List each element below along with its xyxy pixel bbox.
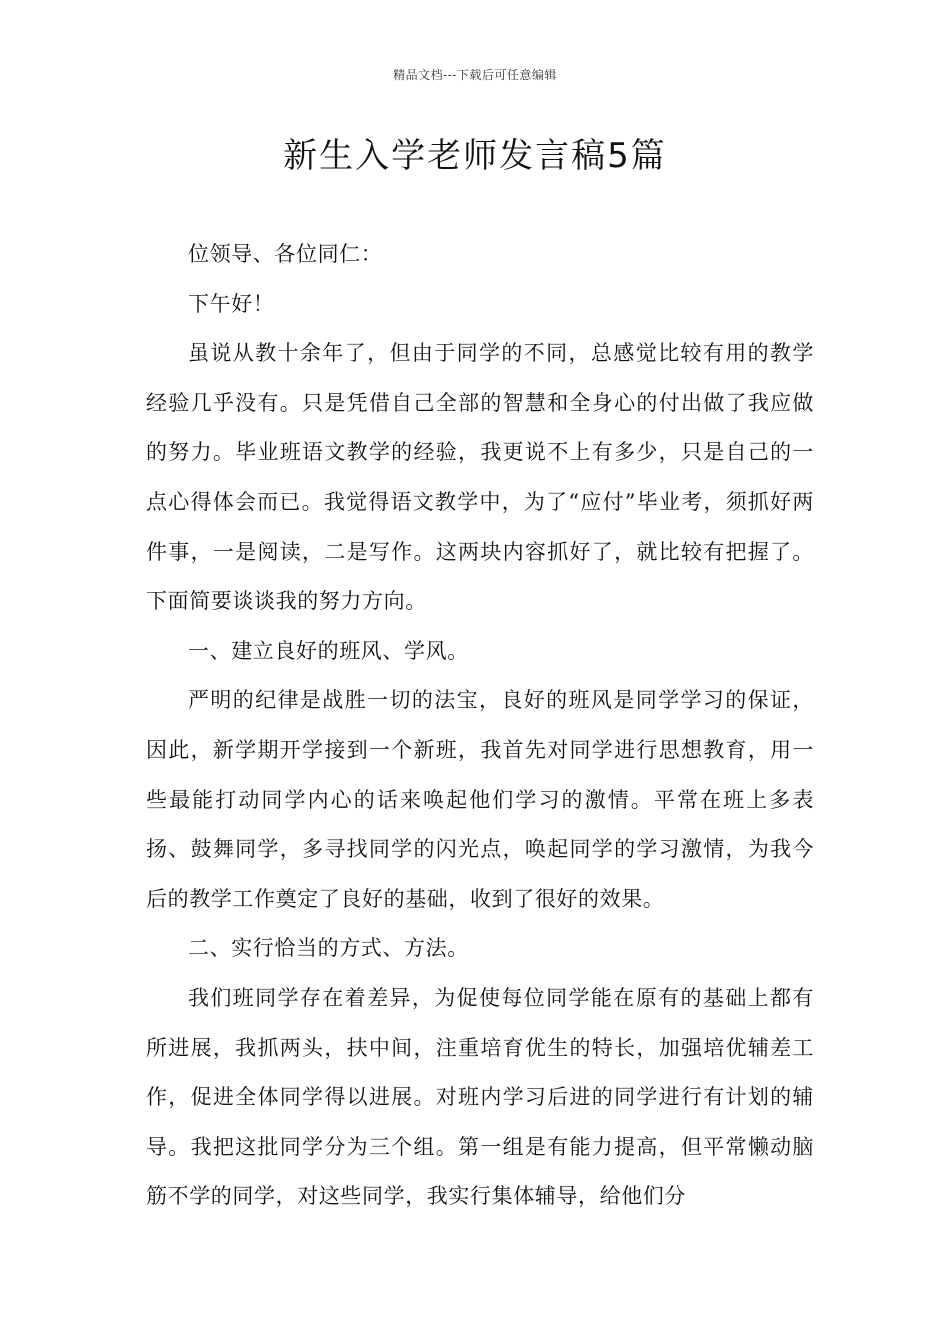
salutation: 位领导、各位同仁：: [188, 242, 383, 266]
paragraph-section-1: 严明的纪律是战胜一切的法宝，良好的班风是同学学习的保证，因此，新学期开学接到一个新班，我首先对同学进行思想教育，用一些最能打动同学内心的话来唤起他们学习的激情。平常在班上多表扬、鼓舞同学，多寻找同学的闪光点，唤起同学的学习激情，为我今后的教学工作奠定了良好的基础，收到了很好的效果。: [146, 688, 814, 911]
greeting: 下午好！: [188, 291, 275, 316]
document-title: 新生入学老师发言稿5篇: [283, 136, 667, 176]
document-body: [146, 230, 814, 1222]
section-heading-2: 二、实行恰当的方式、方法。: [188, 936, 469, 961]
section-heading-1: 一、建立良好的班风、学风。: [188, 638, 469, 663]
paragraph-section-2: 我们班同学存在着差异，为促使每位同学能在原有的基础上都有所进展，我抓两头，扶中间，注重培育优生的特长，加强培优辅差工作，促进全体同学得以进展。对班内学习后进的同学进行有计划的辅导。我把这批同学分为三个组。第一组是有能力提高，但平常懒动脑筋不学的同学，对这些同学，我实行集体辅导，给他们分: [146, 985, 814, 1209]
paragraph-intro: 虽说从教十余年了，但由于同学的不同，总感觉比较有用的教学经验几乎没有。只是凭借自己全部的智慧和全身心的付出做了我应做的努力。毕业班语文教学的经验，我更说不上有多少，只是自己的一点心得体会而已。我觉得语文教学中，为了“应付”毕业考，须抓好两件事，一是阅读，二是写作。这两块内容抓好了，就比较有把握了。下面简要谈谈我的努力方向。: [146, 341, 814, 614]
header-note: 精品文档---下载后可任意编辑: [393, 68, 557, 82]
